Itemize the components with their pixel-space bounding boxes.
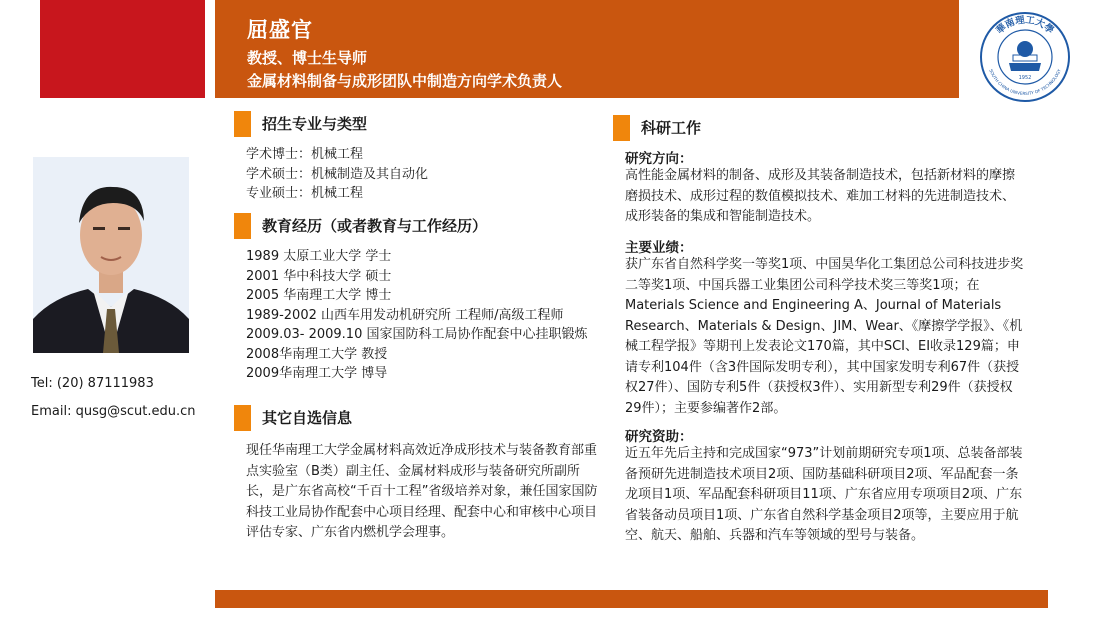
- section-title: 其它自选信息: [262, 409, 353, 427]
- contact-phone: Tel: (20) 87111983: [31, 376, 154, 391]
- header-band: [215, 0, 959, 98]
- section-bullet-bar: [234, 111, 251, 137]
- title-line-1: 教授、博士生导师: [247, 49, 368, 67]
- achievements-label: 主要业绩：: [625, 240, 693, 256]
- funding-text: 近五年先后主持和完成国家“973”计划前期研究专项1项、总装备部装备预研先进制造技术项目2项、国防基础科研项目2项、军品配套一条龙项目1项、军品配套科研项目11项、广东省应用专项项目2项、广东省装备动员项目1项、广东省自然科学基金项目2项等，主要应用于航空、航天、船舶、兵器和汽车等领域的型号与装备。: [625, 446, 1023, 543]
- funding-label: 研究资助：: [625, 429, 693, 445]
- education-list: [246, 247, 587, 384]
- other-info-text: 现任华南理工大学金属材料高效近净成形技术与装备教育部重点实验室（B类）副主任、金属材料成形与装备研究所副所长，是广东省高校“千百十工程”省级培养对象，兼任国家国防科技工业局协作配套中心项目经理、配套中心和审核中心项目评估专家、广东省内燃机学会理事。: [246, 443, 598, 540]
- section-bullet-bar: [234, 213, 251, 239]
- title-line-2: 金属材料制备与成形团队中制造方向学术负责人: [247, 72, 563, 90]
- svg-text:華南理工大學: 華南理工大學: [994, 14, 1056, 37]
- section-title: 教育经历（或者教育与工作经历）: [262, 217, 488, 235]
- list-item: 2005 华南理工大学 博士: [246, 288, 392, 303]
- list-item: 专业硕士：机械工程: [246, 186, 364, 201]
- list-item: 1989-2002 山西车用发动机研究所 工程师/高级工程师: [246, 307, 564, 323]
- section-bullet-bar: [234, 405, 251, 431]
- section-bullet-bar: [613, 115, 630, 141]
- footer-band: [215, 590, 1048, 608]
- list-item: 2001 华中科技大学 硕士: [246, 268, 392, 284]
- contact-email: Email: qusg@scut.edu.cn: [31, 404, 196, 419]
- section-title: 科研工作: [641, 119, 702, 137]
- enrollment-list: [246, 145, 428, 204]
- achievements-text: 获广东省自然科学奖一等奖1项、中国昊华化工集团总公司科技进步奖二等奖1项、中国兵器工业集团公司科学技术奖三等奖1项；在Materials Science and Engineering A、Journal of Materials Research、Materials & Design、JIM、Wear、《摩擦学学报》、《机械工程学报》等期刊上发表论文170篇，其中SCI、EI收录129篇；申请专利104件（含3件国际发明专利），其中国家发明专利67件（获授权27件）、国防专利5件（获授权3件）、实用新型专利29件（获授权29件）；主要参编著作2部。: [625, 257, 1024, 416]
- list-item: 1989 太原工业大学 学士: [246, 249, 392, 264]
- portrait-photo: [33, 157, 189, 353]
- list-item: 2009华南理工大学 博导: [246, 366, 388, 381]
- list-item: 学术硕士：机械制造及其自动化: [246, 166, 429, 182]
- list-item: 2009.03- 2009.10 国家国防科工局协作配套中心挂职锻炼: [246, 327, 588, 342]
- list-item: 学术博士：机械工程: [246, 147, 364, 162]
- svg-text:SOUTH CHINA UNIVERSITY OF TECH: SOUTH CHINA UNIVERSITY OF TECHNOLOGY: [988, 68, 1062, 97]
- person-name: 屈盛官: [247, 18, 313, 42]
- list-item: 2008华南理工大学 教授: [246, 346, 388, 362]
- research-direction-text: 高性能金属材料的制备、成形及其装备制造技术，包括新材料的摩擦磨损技术、成形过程的数值模拟技术、难加工材料的先进制造技术、成形装备的集成和智能制造技术。: [625, 168, 1016, 224]
- red-accent-block: [40, 0, 205, 98]
- section-title: 招生专业与类型: [262, 115, 368, 133]
- logo-year: 1952: [1018, 75, 1032, 81]
- university-logo: [979, 11, 1071, 103]
- research-direction-label: 研究方向：: [625, 151, 693, 167]
